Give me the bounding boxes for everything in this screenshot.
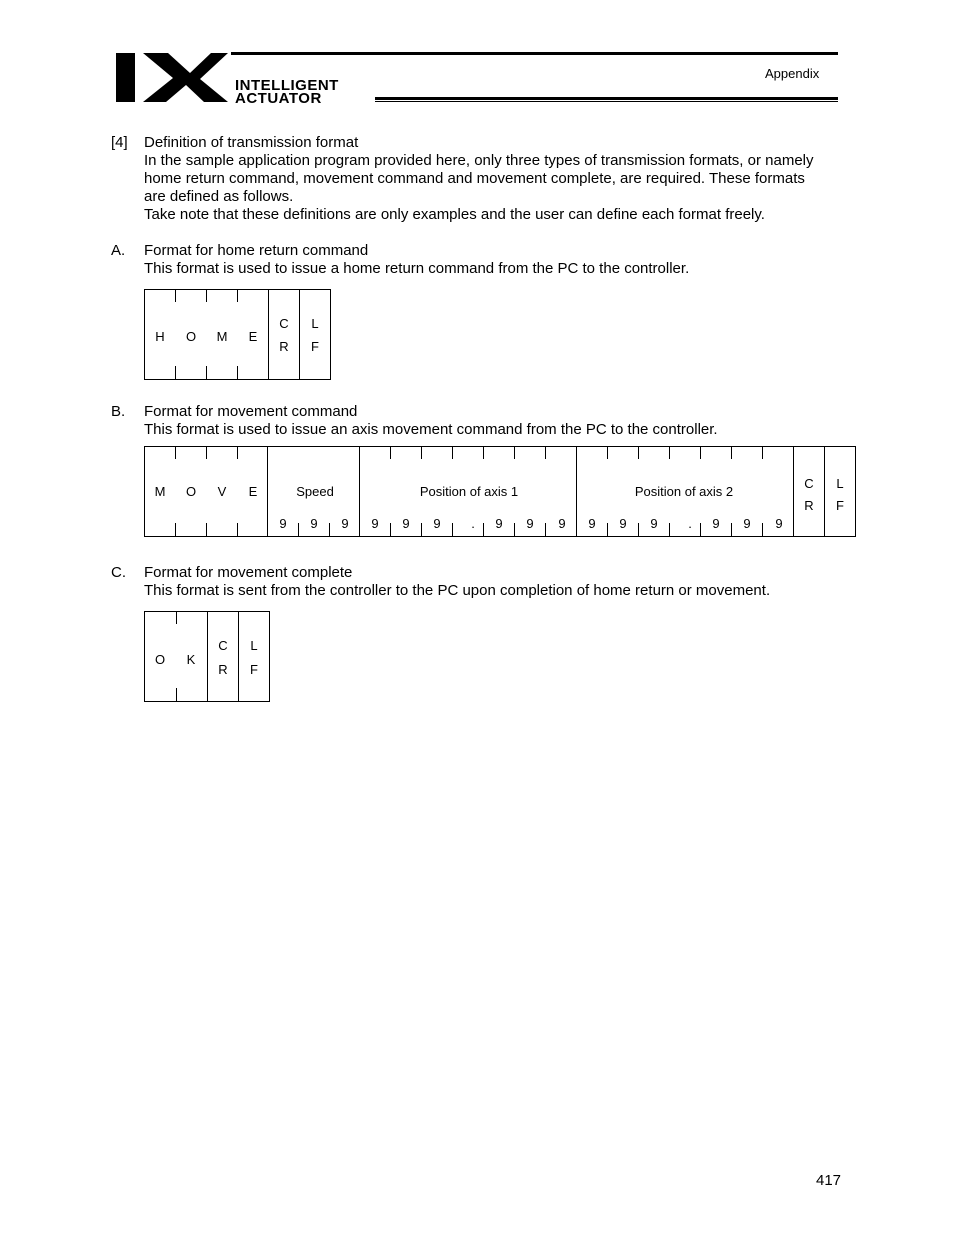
intelligent-actuator-logo xyxy=(116,52,396,104)
intro-line: home return command, movement command and movement complete, are required. These formats xyxy=(144,170,805,187)
section-c-letter: C. xyxy=(111,564,126,581)
home-format-diagram xyxy=(144,289,334,381)
intro-line: are defined as follows. xyxy=(144,188,294,205)
axis1-digit: 9 xyxy=(402,516,410,531)
section-b-desc: This format is used to issue an axis movement command from the PC to the controller. xyxy=(144,421,718,438)
axis1-decimal-point: . xyxy=(471,516,475,531)
axis2-decimal-point: . xyxy=(688,516,692,531)
speed-label: Speed xyxy=(296,484,334,499)
char-e: E xyxy=(248,329,258,344)
char-c: C xyxy=(279,316,289,331)
char-r: R xyxy=(218,662,228,677)
axis2-digit: 9 xyxy=(712,516,720,531)
axis1-digit: 9 xyxy=(495,516,503,531)
section-a-title: Format for home return command xyxy=(144,242,369,259)
char-l: L xyxy=(311,316,319,331)
char-c: C xyxy=(804,476,814,491)
char-r: R xyxy=(804,498,814,513)
char-o: O xyxy=(185,329,197,344)
axis1-label: Position of axis 1 xyxy=(419,484,519,499)
section-b-title: Format for movement command xyxy=(144,403,358,420)
char-k: K xyxy=(186,652,196,667)
char-r: R xyxy=(279,339,289,354)
char-e: E xyxy=(248,484,258,499)
axis1-digit: 9 xyxy=(371,516,379,531)
char-f: F xyxy=(311,339,319,354)
intro-number: [4] xyxy=(111,134,128,151)
header-rule-bottom xyxy=(375,97,838,100)
char-f: F xyxy=(836,498,844,513)
section-b-letter: B. xyxy=(111,403,126,420)
axis1-digit: 9 xyxy=(558,516,566,531)
logo-line2: ACTUATOR xyxy=(235,90,322,104)
char-h: H xyxy=(155,329,165,344)
char-f: F xyxy=(250,662,258,677)
axis2-digit: 9 xyxy=(775,516,783,531)
header-rule-top xyxy=(231,52,838,55)
axis1-digit: 9 xyxy=(526,516,534,531)
char-c: C xyxy=(218,638,228,653)
page-number: 417 xyxy=(816,1172,842,1189)
axis2-digit: 9 xyxy=(650,516,658,531)
section-c-title: Format for movement complete xyxy=(144,564,353,581)
char-o: O xyxy=(185,484,197,499)
char-m: M xyxy=(216,329,228,344)
section-a-desc: This format is used to issue a home return command from the PC to the controller. xyxy=(144,260,690,277)
char-l: L xyxy=(250,638,258,653)
intro-title: Definition of transmission format xyxy=(144,134,359,151)
ix-logo-icon xyxy=(116,52,396,104)
intro-line: Take note that these definitions are only examples and the user can define each format freely. xyxy=(144,206,765,223)
axis2-digit: 9 xyxy=(743,516,751,531)
char-o: O xyxy=(154,652,166,667)
axis1-digit: 9 xyxy=(433,516,441,531)
char-l: L xyxy=(836,476,844,491)
axis2-digit: 9 xyxy=(619,516,627,531)
move-format-diagram xyxy=(144,446,858,538)
speed-digit: 9 xyxy=(310,516,318,531)
logo-line1: INTELLIGENT xyxy=(235,77,339,94)
speed-digit: 9 xyxy=(279,516,287,531)
axis2-digit: 9 xyxy=(588,516,596,531)
header-rule-bottom-thin xyxy=(375,101,838,102)
speed-digit: 9 xyxy=(341,516,349,531)
char-m: M xyxy=(154,484,166,499)
char-v: V xyxy=(217,484,227,499)
section-label: Appendix xyxy=(765,66,820,81)
intro-line: In the sample application program provided here, only three types of transmission formats, or namely xyxy=(144,152,814,169)
section-c-desc: This format is sent from the controller to the PC upon completion of home return or movement. xyxy=(144,582,771,599)
section-a-letter: A. xyxy=(111,242,126,259)
ok-format-diagram xyxy=(144,611,272,703)
axis2-label: Position of axis 2 xyxy=(634,484,734,499)
